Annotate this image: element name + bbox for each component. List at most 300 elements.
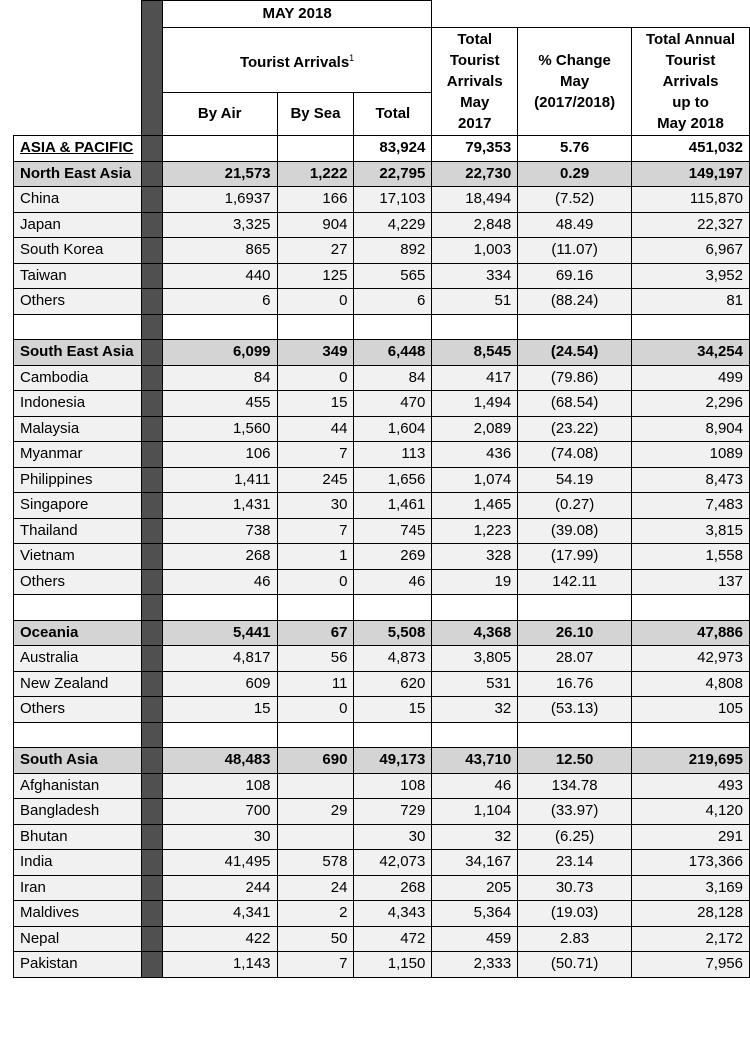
row-label-text: Oceania: [20, 623, 79, 641]
cell-annual: 499: [632, 365, 750, 391]
cell-may2017: 43,710: [432, 748, 518, 774]
cell-air: 21,573: [162, 161, 277, 187]
cell-air: 5,441: [162, 620, 277, 646]
cell-sea: 166: [277, 187, 354, 213]
dark-bar-cell: [141, 263, 162, 289]
row-label: [14, 697, 142, 723]
row-label-text: South Asia: [20, 751, 98, 769]
cell-pct: (88.24): [518, 289, 632, 315]
cell-annual: 42,973: [632, 646, 750, 672]
country-row: [14, 493, 750, 519]
cell-pct: (24.54): [518, 340, 632, 366]
row-label-text: Iran: [20, 878, 46, 896]
row-label-text: North East Asia: [20, 164, 132, 182]
country-row: [14, 824, 750, 850]
cell-annual: 115,870: [632, 187, 750, 213]
cell-sea: 0: [277, 365, 354, 391]
cell-total: 46: [354, 569, 432, 595]
cell-annual: 81: [632, 289, 750, 315]
row-label: [14, 518, 142, 544]
subregion-row: [14, 340, 750, 366]
spacer-row: [14, 722, 750, 748]
cell-pct: 142.11: [518, 569, 632, 595]
cell-pct: (39.08): [518, 518, 632, 544]
dark-bar-cell: [141, 773, 162, 799]
header-line: Arrivals: [662, 73, 719, 90]
cell-pct: (23.22): [518, 416, 632, 442]
cell-annual: 1089: [632, 442, 750, 468]
header-line: May: [460, 94, 490, 111]
region-row: [14, 136, 750, 162]
spacer-cell: [14, 722, 142, 748]
cell-annual: 22,327: [632, 212, 750, 238]
row-label-text: Afghanistan: [20, 776, 100, 794]
cell-air: 3,325: [162, 212, 277, 238]
dark-bar-cell: [141, 161, 162, 187]
cell-sea: 349: [277, 340, 354, 366]
cell-pct: (79.86): [518, 365, 632, 391]
country-row: [14, 187, 750, 213]
row-label: [14, 569, 142, 595]
cell-sea: 1: [277, 544, 354, 570]
cell-pct: (17.99): [518, 544, 632, 570]
cell-may2017: 46: [432, 773, 518, 799]
cell-sea: 1,222: [277, 161, 354, 187]
cell-sea: 0: [277, 697, 354, 723]
row-label-text: Thailand: [20, 521, 78, 539]
spacer-cell: [518, 722, 632, 748]
cell-pct: (50.71): [518, 952, 632, 978]
row-label-text: New Zealand: [20, 674, 109, 692]
cell-total: 4,343: [354, 901, 432, 927]
spacer-cell: [354, 722, 432, 748]
dark-bar-cell: [141, 416, 162, 442]
header-line: % Change: [538, 52, 611, 69]
cell-may2017: 1,003: [432, 238, 518, 264]
row-label: [14, 901, 142, 927]
cell-pct: (0.27): [518, 493, 632, 519]
table-body: [14, 136, 750, 978]
row-label-text: Maldives: [20, 904, 80, 922]
cell-may2017: 1,223: [432, 518, 518, 544]
cell-air: 108: [162, 773, 277, 799]
row-label-text: South Korea: [20, 241, 104, 259]
row-label-text: Others: [20, 700, 66, 718]
cell-sea: 7: [277, 518, 354, 544]
subregion-row: [14, 620, 750, 646]
table-header: [14, 1, 750, 136]
tourist-arrivals-label: Tourist Arrivals: [239, 53, 350, 71]
cell-sea: 15: [277, 391, 354, 417]
header-tourist-arrivals: [162, 28, 431, 93]
dark-bar-cell: [141, 875, 162, 901]
cell-sea: 30: [277, 493, 354, 519]
dark-bar-cell: [141, 569, 162, 595]
cell-may2017: 1,104: [432, 799, 518, 825]
header-line: May: [560, 73, 590, 90]
cell-air: 84: [162, 365, 277, 391]
cell-may2017: 4,368: [432, 620, 518, 646]
cell-air: 1,143: [162, 952, 277, 978]
dark-bar-cell: [141, 518, 162, 544]
cell-annual: 4,120: [632, 799, 750, 825]
spacer-cell: [14, 314, 142, 340]
row-label: [14, 824, 142, 850]
country-row: [14, 926, 750, 952]
cell-pct: 23.14: [518, 850, 632, 876]
dark-bar-cell: [141, 391, 162, 417]
cell-sea: 904: [277, 212, 354, 238]
row-label: [14, 161, 142, 187]
cell-annual: 8,473: [632, 467, 750, 493]
cell-sea: 245: [277, 467, 354, 493]
cell-annual: 6,967: [632, 238, 750, 264]
row-label: [14, 263, 142, 289]
dark-bar-cell: [141, 620, 162, 646]
cell-total: 108: [354, 773, 432, 799]
header-line: 2017: [458, 115, 492, 132]
cell-sea: 125: [277, 263, 354, 289]
cell-may2017: 531: [432, 671, 518, 697]
country-row: [14, 289, 750, 315]
country-row: [14, 365, 750, 391]
cell-pct: (33.97): [518, 799, 632, 825]
cell-may2017: 1,074: [432, 467, 518, 493]
cell-total: 5,508: [354, 620, 432, 646]
header-period: MAY 2018: [162, 1, 431, 28]
spacer-cell: [632, 314, 750, 340]
cell-pct: (6.25): [518, 824, 632, 850]
cell-annual: 137: [632, 569, 750, 595]
row-label-text: Australia: [20, 649, 79, 667]
cell-sea: 2: [277, 901, 354, 927]
cell-may2017: 2,333: [432, 952, 518, 978]
cell-sea: 578: [277, 850, 354, 876]
dark-bar-cell: [141, 544, 162, 570]
cell-total: 729: [354, 799, 432, 825]
cell-air: 48,483: [162, 748, 277, 774]
header-line: Tourist: [665, 52, 716, 69]
cell-annual: 2,172: [632, 926, 750, 952]
country-row: [14, 773, 750, 799]
row-label: [14, 620, 142, 646]
row-label: [14, 391, 142, 417]
cell-total: 15: [354, 697, 432, 723]
header-line: (2017/2018): [534, 94, 616, 111]
cell-sea: 67: [277, 620, 354, 646]
cell-sea: 7: [277, 952, 354, 978]
cell-air: 106: [162, 442, 277, 468]
header-total-annual: [632, 28, 750, 136]
cell-sea: 7: [277, 442, 354, 468]
cell-air: 1,6937: [162, 187, 277, 213]
cell-pct: 54.19: [518, 467, 632, 493]
country-row: [14, 467, 750, 493]
cell-total: 83,924: [354, 136, 432, 162]
row-label-text: Others: [20, 292, 66, 310]
spacer-cell: [277, 314, 354, 340]
row-label-text: India: [20, 853, 53, 871]
cell-sea: 56: [277, 646, 354, 672]
row-label-text: Taiwan: [20, 266, 67, 284]
cell-annual: 8,904: [632, 416, 750, 442]
dark-bar-cell: [141, 799, 162, 825]
row-label: [14, 748, 142, 774]
dark-bar-cell: [141, 340, 162, 366]
cell-sea: 50: [277, 926, 354, 952]
cell-may2017: 436: [432, 442, 518, 468]
row-label: [14, 365, 142, 391]
row-label-text: Bangladesh: [20, 802, 100, 820]
cell-total: 6: [354, 289, 432, 315]
dark-bar-cell: [141, 187, 162, 213]
dark-bar-cell: [141, 289, 162, 315]
row-label-text: Singapore: [20, 496, 89, 514]
row-label: [14, 416, 142, 442]
header-blank: [14, 28, 142, 93]
header-pct-change: [518, 28, 632, 136]
cell-annual: 451,032: [632, 136, 750, 162]
cell-pct: 5.76: [518, 136, 632, 162]
row-label: [14, 136, 142, 162]
header-by-sea: By Sea: [277, 93, 354, 136]
cell-total: 269: [354, 544, 432, 570]
country-row: [14, 416, 750, 442]
cell-total: 745: [354, 518, 432, 544]
cell-air: 268: [162, 544, 277, 570]
cell-total: 268: [354, 875, 432, 901]
cell-pct: (11.07): [518, 238, 632, 264]
cell-annual: 1,558: [632, 544, 750, 570]
cell-sea: 690: [277, 748, 354, 774]
cell-total: 4,229: [354, 212, 432, 238]
dark-bar-cell: [141, 238, 162, 264]
header-blank-right: [432, 1, 750, 28]
spacer-cell: [518, 314, 632, 340]
row-label-text: Philippines: [20, 470, 93, 488]
cell-may2017: 417: [432, 365, 518, 391]
cell-sea: 11: [277, 671, 354, 697]
cell-annual: 219,695: [632, 748, 750, 774]
cell-may2017: 2,848: [432, 212, 518, 238]
cell-total: 620: [354, 671, 432, 697]
cell-sea: 27: [277, 238, 354, 264]
cell-total: 84: [354, 365, 432, 391]
cell-air: 700: [162, 799, 277, 825]
dark-bar-cell: [141, 952, 162, 978]
cell-air: 440: [162, 263, 277, 289]
cell-sea: [277, 773, 354, 799]
cell-air: 41,495: [162, 850, 277, 876]
row-label: [14, 773, 142, 799]
cell-total: 49,173: [354, 748, 432, 774]
row-label-text: ASIA & PACIFIC: [20, 139, 134, 157]
cell-total: 22,795: [354, 161, 432, 187]
cell-air: 422: [162, 926, 277, 952]
row-label-text: Malaysia: [20, 419, 80, 437]
cell-pct: (7.52): [518, 187, 632, 213]
cell-may2017: 5,364: [432, 901, 518, 927]
cell-annual: 28,128: [632, 901, 750, 927]
header-blank: [14, 1, 142, 28]
dark-bar-cell: [141, 136, 162, 162]
cell-annual: 2,296: [632, 391, 750, 417]
spacer-cell: [432, 595, 518, 621]
cell-total: 1,656: [354, 467, 432, 493]
country-row: [14, 391, 750, 417]
cell-pct: 16.76: [518, 671, 632, 697]
cell-may2017: 32: [432, 697, 518, 723]
cell-air: 30: [162, 824, 277, 850]
cell-may2017: 79,353: [432, 136, 518, 162]
cell-pct: (19.03): [518, 901, 632, 927]
dark-bar-cell: [141, 926, 162, 952]
row-label-text: Bhutan: [20, 827, 68, 845]
header-total: Total: [354, 93, 432, 136]
cell-sea: 29: [277, 799, 354, 825]
footnote-mark: 1: [349, 52, 355, 63]
cell-may2017: 459: [432, 926, 518, 952]
cell-air: 46: [162, 569, 277, 595]
cell-may2017: 2,089: [432, 416, 518, 442]
cell-total: 565: [354, 263, 432, 289]
cell-pct: (68.54): [518, 391, 632, 417]
cell-air: 244: [162, 875, 277, 901]
cell-sea: [277, 136, 354, 162]
country-row: [14, 671, 750, 697]
dark-bar-cell: [141, 365, 162, 391]
cell-pct: 69.16: [518, 263, 632, 289]
country-row: [14, 697, 750, 723]
country-row: [14, 875, 750, 901]
cell-may2017: 8,545: [432, 340, 518, 366]
cell-sea: [277, 824, 354, 850]
dark-bar-cell: [141, 595, 162, 621]
cell-air: 738: [162, 518, 277, 544]
row-label: [14, 442, 142, 468]
country-row: [14, 442, 750, 468]
cell-air: 6: [162, 289, 277, 315]
row-label-text: Pakistan: [20, 955, 78, 973]
cell-air: 455: [162, 391, 277, 417]
dark-bar-cell: [141, 697, 162, 723]
cell-pct: 30.73: [518, 875, 632, 901]
dark-bar-cell: [141, 212, 162, 238]
row-label: [14, 799, 142, 825]
cell-air: 6,099: [162, 340, 277, 366]
row-label: [14, 289, 142, 315]
cell-annual: 493: [632, 773, 750, 799]
row-label: [14, 340, 142, 366]
dark-bar-cell: [141, 901, 162, 927]
header-line: Tourist: [449, 52, 500, 69]
cell-total: 1,604: [354, 416, 432, 442]
cell-may2017: 205: [432, 875, 518, 901]
cell-pct: (74.08): [518, 442, 632, 468]
cell-total: 1,150: [354, 952, 432, 978]
dark-bar-cell: [141, 467, 162, 493]
cell-annual: 3,169: [632, 875, 750, 901]
cell-may2017: 22,730: [432, 161, 518, 187]
cell-annual: 173,366: [632, 850, 750, 876]
cell-pct: 12.50: [518, 748, 632, 774]
cell-may2017: 328: [432, 544, 518, 570]
spacer-cell: [632, 595, 750, 621]
tourist-arrivals-document: [13, 0, 750, 978]
row-label: [14, 671, 142, 697]
cell-pct: 28.07: [518, 646, 632, 672]
row-label: [14, 187, 142, 213]
cell-may2017: 51: [432, 289, 518, 315]
row-label-text: Myanmar: [20, 445, 83, 463]
spacer-row: [14, 595, 750, 621]
dark-bar-cell: [141, 824, 162, 850]
cell-may2017: 1,494: [432, 391, 518, 417]
spacer-cell: [162, 314, 277, 340]
cell-air: 1,431: [162, 493, 277, 519]
country-row: [14, 646, 750, 672]
header-total-may-2017: [432, 28, 518, 136]
cell-annual: 7,483: [632, 493, 750, 519]
country-row: [14, 544, 750, 570]
cell-may2017: 1,465: [432, 493, 518, 519]
spacer-cell: [432, 314, 518, 340]
spacer-cell: [432, 722, 518, 748]
cell-total: 6,448: [354, 340, 432, 366]
row-label: [14, 467, 142, 493]
country-row: [14, 212, 750, 238]
cell-sea: 44: [277, 416, 354, 442]
row-label-text: Nepal: [20, 929, 60, 947]
row-label: [14, 875, 142, 901]
cell-sea: 0: [277, 289, 354, 315]
country-row: [14, 238, 750, 264]
spacer-cell: [14, 595, 142, 621]
cell-air: 15: [162, 697, 277, 723]
row-label: [14, 646, 142, 672]
cell-total: 30: [354, 824, 432, 850]
cell-may2017: 3,805: [432, 646, 518, 672]
spacer-row: [14, 314, 750, 340]
row-label-text: China: [20, 190, 60, 208]
cell-may2017: 334: [432, 263, 518, 289]
cell-annual: 4,808: [632, 671, 750, 697]
cell-annual: 291: [632, 824, 750, 850]
dark-bar-cell: [141, 748, 162, 774]
cell-air: 1,560: [162, 416, 277, 442]
header-dark-bar: [141, 1, 162, 136]
cell-total: 1,461: [354, 493, 432, 519]
cell-air: [162, 136, 277, 162]
row-label-text: South East Asia: [20, 343, 134, 361]
cell-pct: 0.29: [518, 161, 632, 187]
country-row: [14, 901, 750, 927]
header-line: up to: [672, 94, 709, 111]
cell-total: 892: [354, 238, 432, 264]
spacer-cell: [162, 595, 277, 621]
country-row: [14, 952, 750, 978]
cell-pct: 2.83: [518, 926, 632, 952]
cell-total: 470: [354, 391, 432, 417]
row-label-text: Cambodia: [20, 368, 89, 386]
row-label: [14, 850, 142, 876]
subregion-row: [14, 748, 750, 774]
cell-sea: 0: [277, 569, 354, 595]
tourist-arrivals-table: [13, 0, 750, 978]
cell-pct: (53.13): [518, 697, 632, 723]
cell-annual: 47,886: [632, 620, 750, 646]
spacer-cell: [277, 722, 354, 748]
